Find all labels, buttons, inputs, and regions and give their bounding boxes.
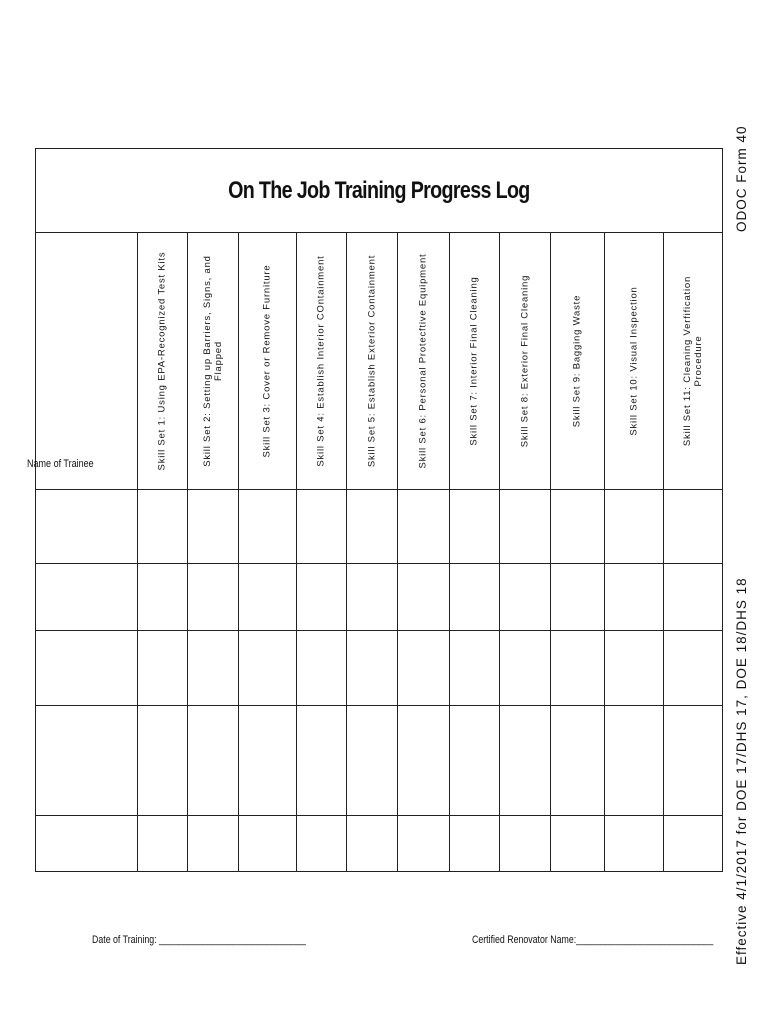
row-divider	[36, 563, 722, 564]
title-box	[36, 149, 722, 233]
skill-header-7	[449, 233, 499, 489]
page-title: On The Job Training Progress Log	[228, 176, 530, 204]
row-divider	[36, 630, 722, 631]
skill-header-10	[604, 233, 663, 489]
skill-header-label: Skill Set 4: Establish Interior COntainment	[315, 255, 327, 467]
skill-header-8	[499, 233, 550, 489]
skill-header-3	[238, 233, 296, 489]
row-divider	[36, 705, 722, 706]
skill-header-6	[397, 233, 449, 489]
row-divider	[36, 815, 722, 816]
skill-header-label: Skill Set 10: Visual Inspection	[628, 286, 639, 436]
effective-note: Effective 4/1/2017 for DOE 17/DHS 17, DOE 18/DHS 18	[734, 577, 749, 965]
skill-header-label: Skill Set 7: Interior Final Cleaning	[468, 276, 480, 446]
skill-header-5	[346, 233, 397, 489]
skill-header-label: Skill Set 3: Cover or Remove Furniture	[261, 264, 273, 458]
skill-header-11	[663, 233, 722, 489]
row-divider	[36, 489, 722, 490]
form-id: ODOC Form 40	[734, 125, 749, 232]
skill-header-label: Skill Set 8: Exterior Final Cleaning	[519, 274, 530, 448]
skill-header-label: Skill Set 2: Setting up Barriers, Signs, and Flapped	[201, 255, 224, 467]
skill-header-label: Skill Set 5: Establish Exterior Containment	[366, 254, 377, 468]
skill-header-label: Skill Set 6: Personal Protecftive Equipment	[417, 253, 429, 469]
skill-header-label: Skill Set 9: Bagging Waste	[571, 294, 583, 428]
skill-header-4	[296, 233, 346, 489]
training-log-table	[35, 148, 723, 872]
name-of-trainee-header: Name of Trainee	[27, 458, 94, 470]
skill-header-label: Skill Set 1: Using EPA-Recognized Test Kits	[156, 251, 168, 471]
date-of-training-field: Date of Training: ______________________________	[92, 934, 306, 946]
skill-header-2	[187, 233, 238, 489]
certified-renovator-field: Certified Renovator Name:____________________________	[472, 934, 714, 946]
skill-header-label: Skill Set 11: Cleaning Verfification Procedure	[681, 275, 704, 447]
skill-header-1	[137, 233, 187, 489]
skill-header-9	[550, 233, 604, 489]
